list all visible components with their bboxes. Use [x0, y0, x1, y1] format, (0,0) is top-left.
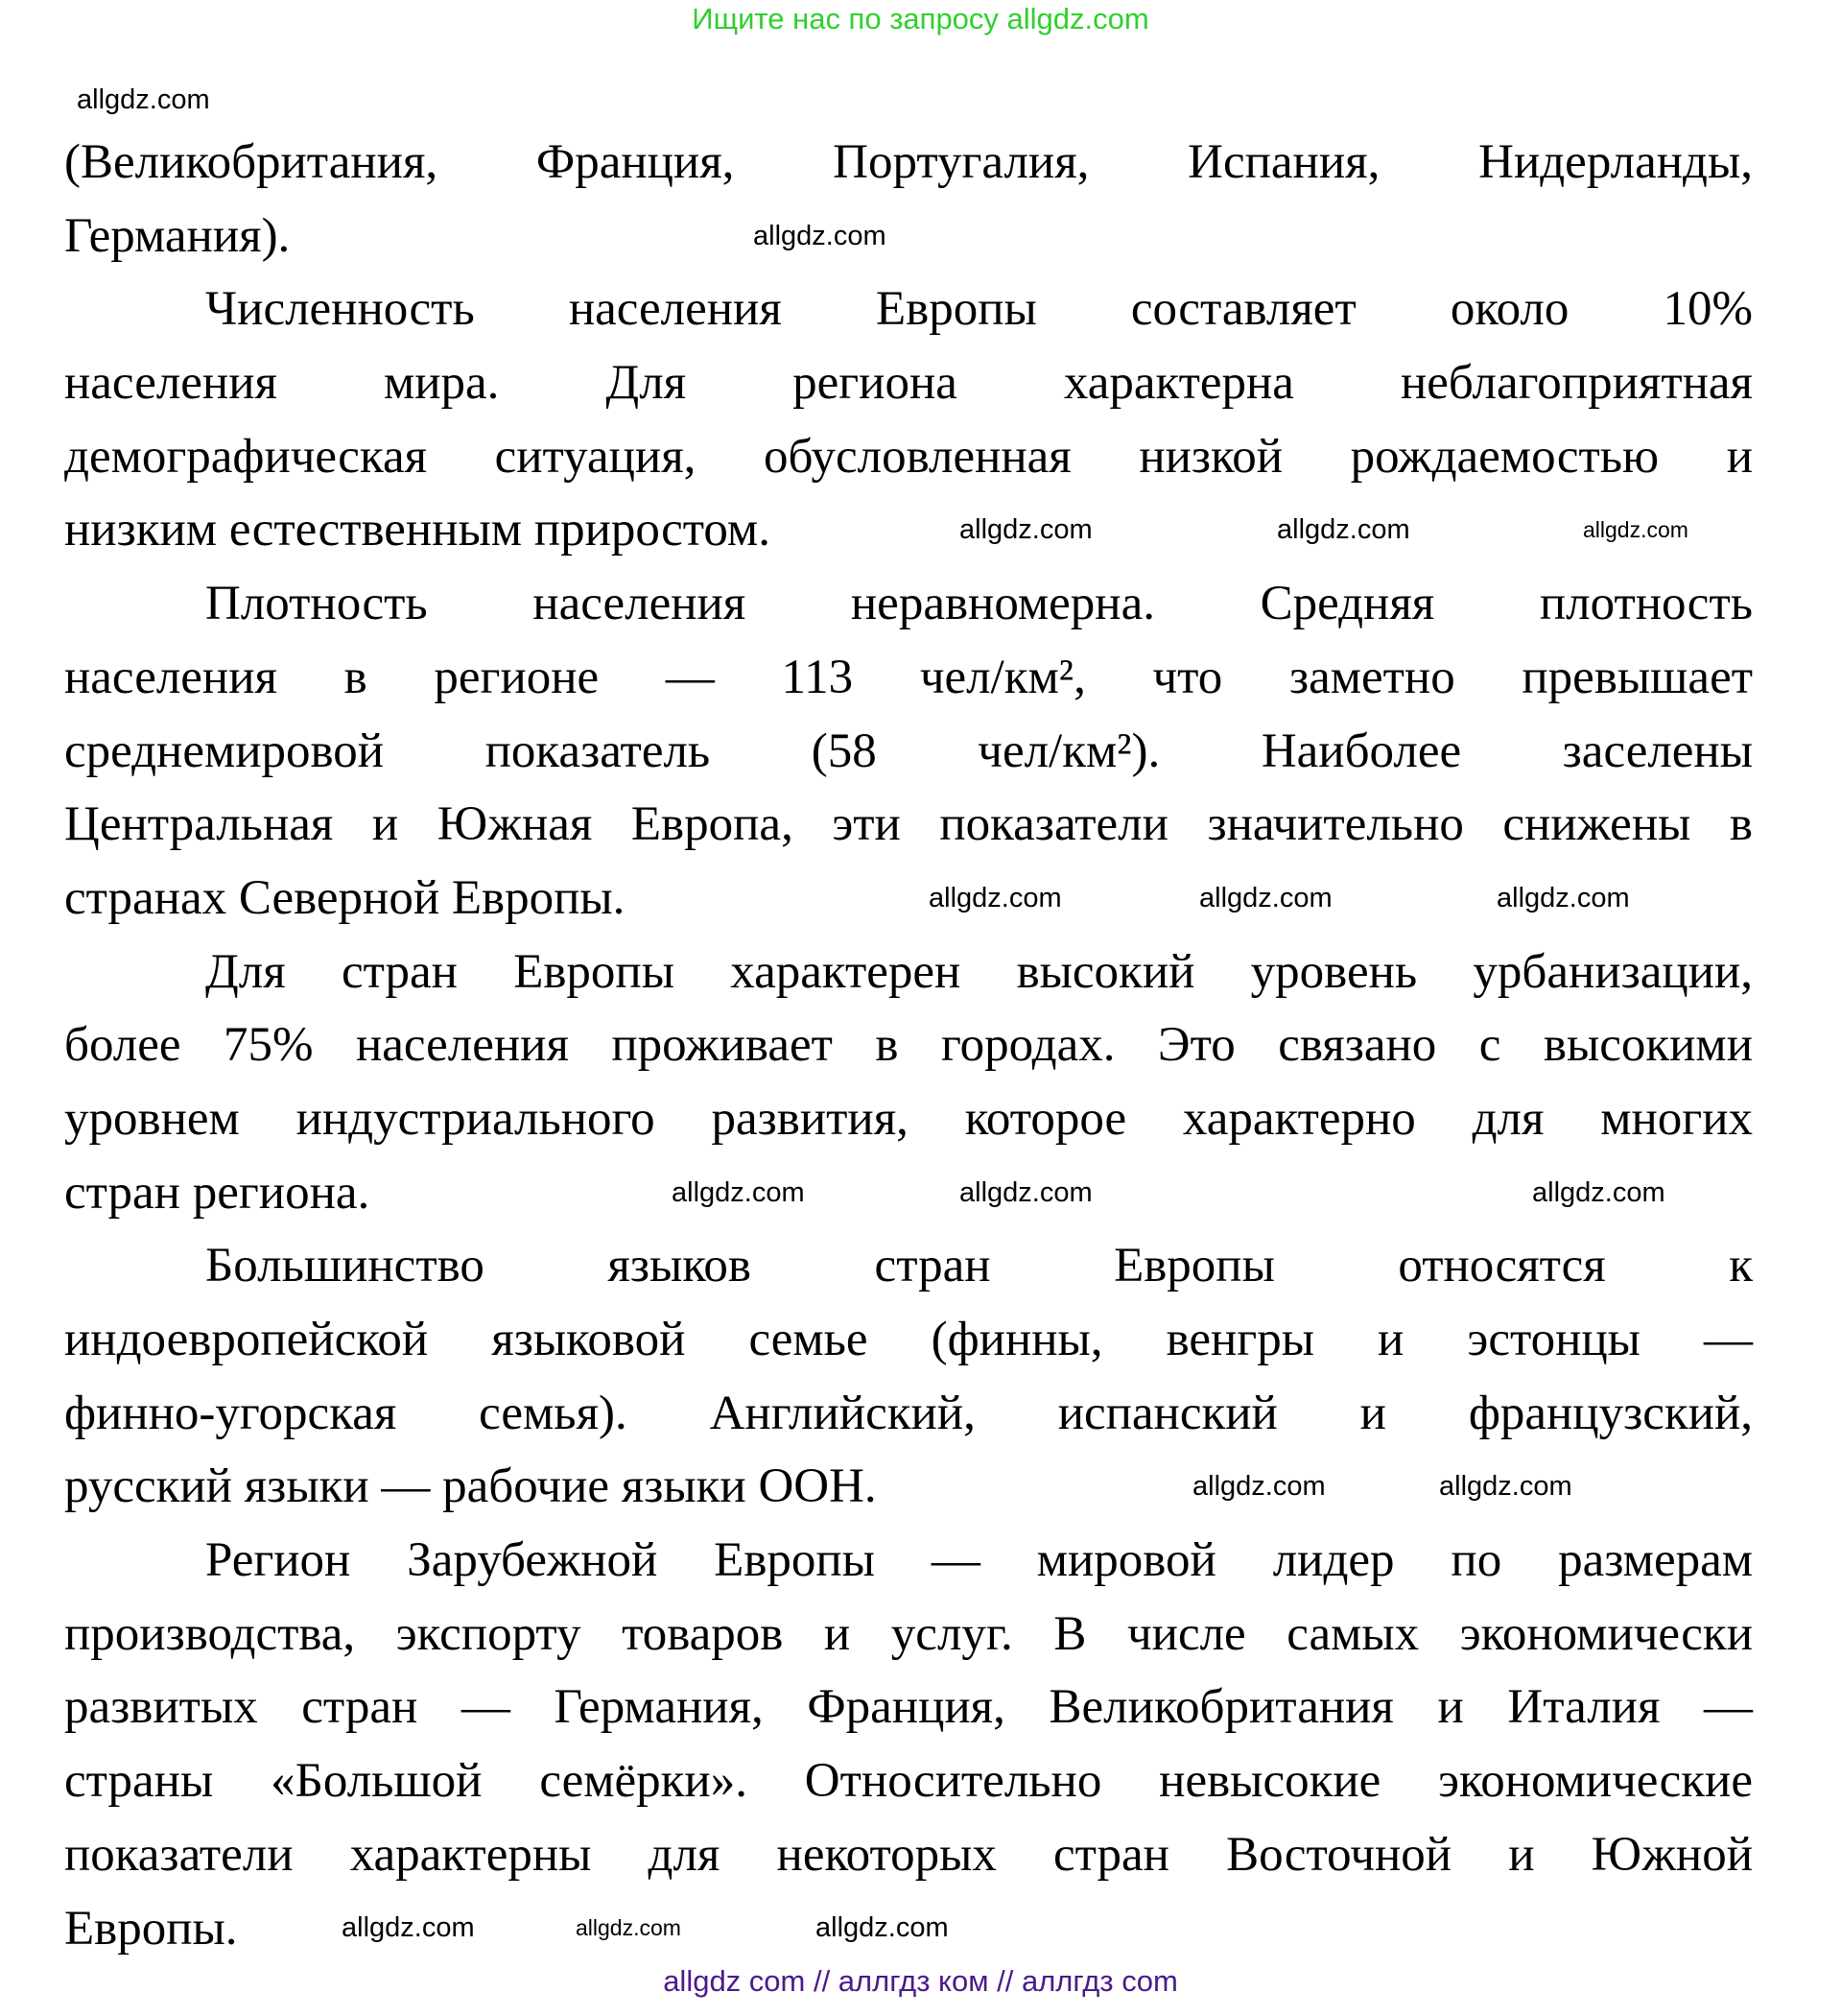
- paragraph: [64, 567, 1753, 935]
- watermark: allgdz.com: [815, 1912, 949, 1943]
- text-line: Регион Зарубежной Европы — мировой лидер по размерам: [205, 1533, 1753, 1588]
- watermark: allgdz.com: [77, 84, 210, 115]
- text-line: демографическая ситуация, обусловленная низкой рождаемостью и: [64, 429, 1753, 484]
- watermark: allgdz.com: [1497, 883, 1630, 913]
- text-line: населения мира. Для региона характерна неблагоприятная: [64, 356, 1753, 411]
- watermark: allgdz.com: [1277, 514, 1410, 545]
- watermark: allgdz.com: [1192, 1471, 1326, 1502]
- text-line: стран региона.: [64, 1165, 370, 1220]
- text-line: финно-угорская семья). Английский, испанский и французский,: [64, 1386, 1753, 1440]
- text-line: низким естественным приростом.: [64, 503, 770, 557]
- watermark: allgdz.com: [1199, 883, 1333, 913]
- text-line: (Великобритания, Франция, Португалия, Испания, Нидерланды,: [64, 135, 1753, 189]
- text-line: Европы.: [64, 1901, 238, 1956]
- watermark: allgdz.com: [1583, 517, 1688, 542]
- text-line: производства, экспорту товаров и услуг. В числе самых экономически: [64, 1606, 1753, 1661]
- watermark: allgdz.com: [672, 1177, 805, 1208]
- watermark: allgdz.com: [1532, 1177, 1665, 1208]
- text-line: среднемировой показатель (58 чел/км²). Наиболее заселены: [64, 723, 1753, 778]
- text-line: Плотность населения неравномерна. Средняя плотность: [205, 577, 1753, 631]
- text-line: Центральная и Южная Европа, эти показатели значительно снижены в: [64, 797, 1753, 852]
- paragraph: [64, 273, 1753, 567]
- text-line: Большинство языков стран Европы относятся к: [205, 1239, 1753, 1293]
- text-line: странах Северной Европы.: [64, 870, 625, 925]
- text-line: более 75% населения проживает в городах. Это связано с высокими: [64, 1018, 1753, 1073]
- text-line: индоевропейской языковой семье (финны, венгры и эстонцы —: [64, 1313, 1753, 1366]
- text-line: уровнем индустриального развития, которое характерно для многих: [64, 1091, 1753, 1146]
- text-line: Германия).: [64, 208, 291, 263]
- text-line: населения в регионе — 113 чел/км², что заметно превышает: [64, 650, 1753, 704]
- text-line: развитых стран — Германия, Франция, Великобритания и Италия —: [64, 1680, 1753, 1735]
- text-line: Для стран Европы характерен высокий уровень урбанизации,: [205, 944, 1753, 999]
- watermark: allgdz.com: [1439, 1471, 1572, 1502]
- text-line: страны «Большой семёрки». Относительно невысокие экономические: [64, 1754, 1753, 1809]
- text-line: Численность населения Европы составляет около 10%: [205, 282, 1753, 337]
- paragraph: [64, 1524, 1753, 1965]
- watermark: allgdz.com: [929, 883, 1062, 913]
- document-body: [64, 126, 1753, 1965]
- watermark: allgdz.com: [753, 221, 886, 251]
- watermark: allgdz.com: [959, 1177, 1093, 1208]
- paragraph: [64, 126, 1753, 273]
- watermark: allgdz.com: [342, 1912, 475, 1943]
- footer-banner: allgdz com // аллгдз ком // аллгдз com: [663, 1964, 1178, 1998]
- paragraph: [64, 936, 1753, 1230]
- search-banner: Ищите нас по запросу allgdz.com: [692, 2, 1149, 36]
- text-line: русский языки — рабочие языки ООН.: [64, 1459, 877, 1514]
- watermark: allgdz.com: [576, 1915, 681, 1940]
- text-line: показатели характерны для некоторых стран Восточной и Южной: [64, 1827, 1753, 1882]
- watermark: allgdz.com: [959, 514, 1093, 545]
